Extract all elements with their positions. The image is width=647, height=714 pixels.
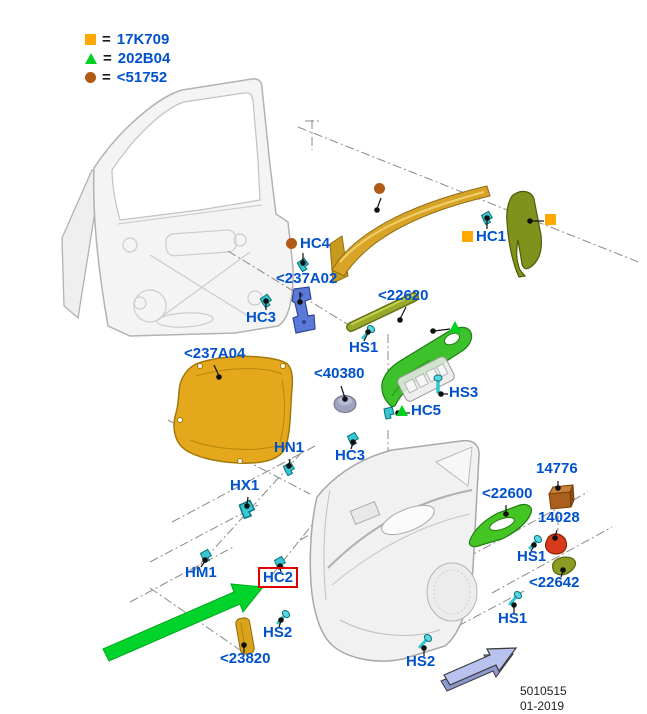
legend-equals: = — [102, 69, 111, 86]
callout-hc1[interactable] — [462, 229, 506, 244]
callout-text: HC2 — [263, 569, 294, 586]
callout-text: HC1 — [476, 228, 507, 245]
green-triangle-icon — [396, 405, 408, 416]
callout-text: <22642 — [529, 574, 580, 591]
callout-hc4[interactable] — [286, 236, 330, 251]
callout-text: HM1 — [185, 564, 217, 581]
callout-text: HS3 — [449, 384, 479, 401]
callout-hs1-2[interactable] — [498, 611, 527, 626]
brown-circle-icon — [286, 238, 297, 249]
callout-hc2[interactable] — [258, 567, 298, 588]
footer-date: 01-2019 — [520, 699, 565, 713]
callout-237a04[interactable] — [184, 346, 245, 361]
callout-text: 14028 — [538, 509, 580, 526]
callout-hc5[interactable] — [396, 403, 441, 418]
callout-text: <23820 — [220, 650, 271, 667]
callout-hx1[interactable] — [230, 478, 259, 493]
callout-text: 14776 — [536, 460, 578, 477]
callout-22642[interactable] — [529, 575, 579, 590]
callout-hc3-2[interactable] — [335, 448, 365, 463]
callout-text: HS2 — [263, 624, 293, 641]
callout-hn1[interactable] — [274, 440, 304, 455]
legend-part-number: 202B04 — [117, 50, 171, 67]
callout-text: HS2 — [406, 653, 436, 670]
callout-237a02[interactable] — [276, 271, 337, 286]
callout-hs2-1[interactable] — [263, 625, 292, 640]
callout-hm1[interactable] — [185, 565, 217, 580]
brown-circle-icon — [374, 183, 385, 194]
callout-text: HX1 — [230, 477, 260, 494]
green-triangle-icon — [449, 321, 461, 332]
callout-text: <22620 — [378, 287, 429, 304]
callout-23820[interactable] — [220, 651, 270, 666]
callout-14776[interactable] — [536, 461, 578, 476]
callout-40380[interactable] — [314, 366, 364, 381]
callout-text: <40380 — [314, 365, 365, 382]
callout-hs3[interactable] — [449, 385, 478, 400]
callout-text: <237A04 — [184, 345, 246, 362]
footer-doc-number: 5010515 — [520, 684, 567, 698]
legend-part-number: <51752 — [116, 69, 168, 86]
callout-hs1-1[interactable] — [349, 340, 378, 355]
orange-square-icon — [462, 231, 473, 242]
callout-hs2-2[interactable] — [406, 654, 435, 669]
callout-text: HC3 — [335, 447, 366, 464]
callout-22600[interactable] — [482, 486, 532, 501]
callout-text: HC4 — [300, 235, 331, 252]
legend-part-number: 17K709 — [116, 31, 170, 48]
callout-text: HC5 — [411, 402, 442, 419]
callout-text: HS1 — [349, 339, 379, 356]
footer — [520, 684, 567, 714]
callout-text: HS1 — [517, 548, 547, 565]
legend-equals: = — [102, 31, 111, 48]
callout-text: <237A02 — [276, 270, 338, 287]
orange-square-icon — [545, 214, 556, 225]
callout-hs1-3[interactable] — [517, 549, 546, 564]
callout-text: <22600 — [482, 485, 533, 502]
callout-hc3-1[interactable] — [246, 310, 276, 325]
callout-text: HN1 — [274, 439, 305, 456]
callout-text: HC3 — [246, 309, 277, 326]
callout-22620[interactable] — [378, 288, 428, 303]
callout-14028[interactable] — [538, 510, 580, 525]
callout-text: HS1 — [498, 610, 528, 627]
legend-equals: = — [103, 50, 112, 67]
